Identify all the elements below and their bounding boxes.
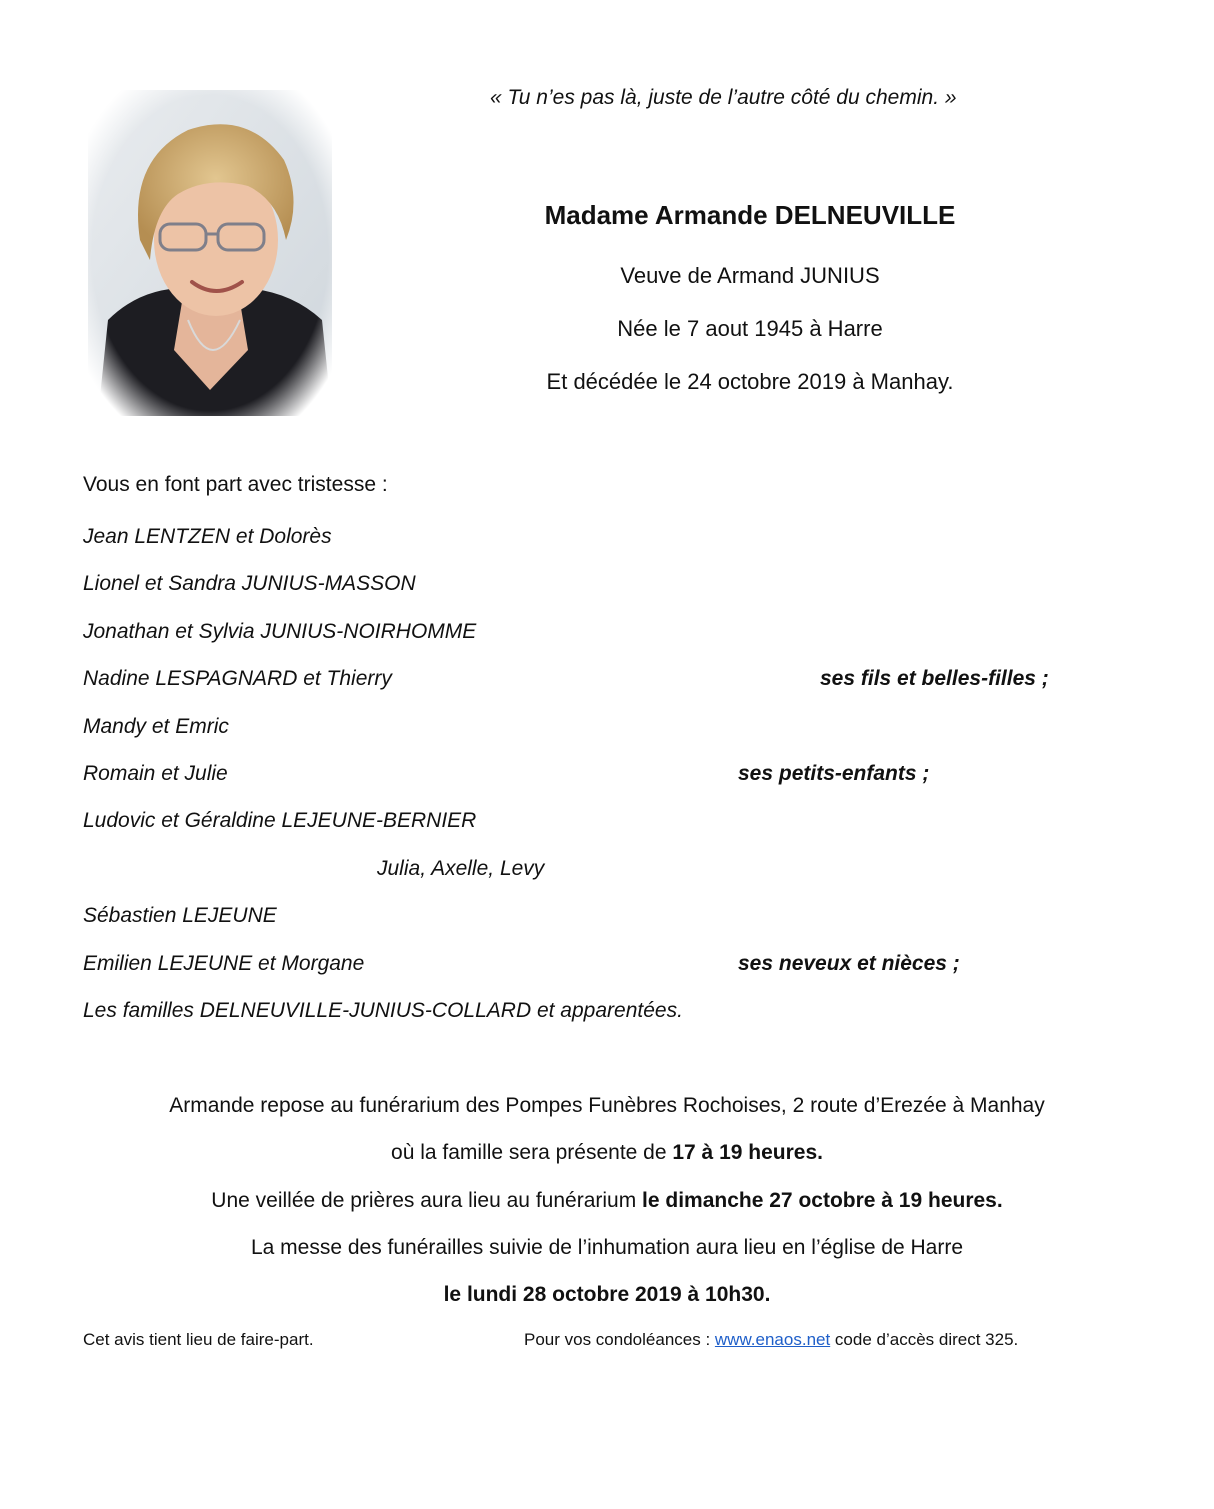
family-member: Mandy et Emric	[83, 715, 229, 738]
vigil-text: Une veillée de prières aura lieu au funérarium	[211, 1189, 643, 1212]
family-member: Jean LENTZEN et Dolorès	[83, 525, 332, 548]
vigil-line	[0, 1189, 1214, 1213]
deceased-name: Madame Armande DELNEUVILLE	[544, 200, 956, 230]
family-member: Ludovic et Géraldine LEJEUNE-BERNIER	[83, 809, 477, 832]
vigil-date: le dimanche 27 octobre à 19 heures.	[642, 1189, 1003, 1212]
family-member: Julia, Axelle, Levy	[377, 857, 545, 880]
condolences-text: Pour vos condoléances :	[524, 1330, 715, 1349]
family-member: Nadine LESPAGNARD et Thierry	[83, 667, 392, 690]
visiting-hours-text: où la famille sera présente de	[391, 1141, 673, 1164]
condolences-line	[524, 1330, 1018, 1350]
family-member: Romain et Julie	[83, 762, 228, 785]
family-member: Jonathan et Sylvia JUNIUS-NOIRHOMME	[83, 620, 477, 643]
notice-text: Cet avis tient lieu de faire-part.	[83, 1330, 314, 1349]
epitaph-quote: « Tu n’es pas là, juste de l’autre côté du chemin. »	[490, 86, 957, 109]
family-member: Lionel et Sandra JUNIUS-MASSON	[83, 572, 416, 595]
widow-of-line: Veuve de Armand JUNIUS	[620, 263, 880, 288]
death-line: Et décédée le 24 octobre 2019 à Manhay.	[546, 369, 954, 394]
mass-line: La messe des funérailles suivie de l’inhumation aura lieu en l’église de Harre	[250, 1236, 964, 1259]
relation-label-grandchildren: ses petits-enfants ;	[738, 762, 930, 785]
portrait-photo	[88, 90, 332, 416]
announcement-intro: Vous en font part avec tristesse :	[83, 473, 388, 496]
family-member: Les familles DELNEUVILLE-JUNIUS-COLLARD et apparentées.	[83, 999, 683, 1022]
visiting-hours-value: 17 à 19 heures.	[672, 1141, 823, 1164]
relation-label-nephews: ses neveux et nièces ;	[738, 952, 960, 975]
birth-line: Née le 7 aout 1945 à Harre	[617, 316, 883, 341]
mass-date: le lundi 28 octobre 2019 à 10h30.	[443, 1283, 771, 1306]
family-member: Sébastien LEJEUNE	[83, 904, 277, 927]
family-member: Emilien LEJEUNE et Morgane	[83, 952, 365, 975]
relation-label-sons: ses fils et belles-filles ;	[820, 667, 1049, 690]
funerarium-line: Armande repose au funérarium des Pompes Funèbres Rochoises, 2 route d’Erezée à Manhay	[169, 1094, 1045, 1117]
visiting-hours-line	[0, 1141, 1214, 1165]
condolences-link[interactable]: www.enaos.net	[714, 1330, 831, 1349]
access-code-text: code d’accès direct 325.	[830, 1330, 1019, 1349]
